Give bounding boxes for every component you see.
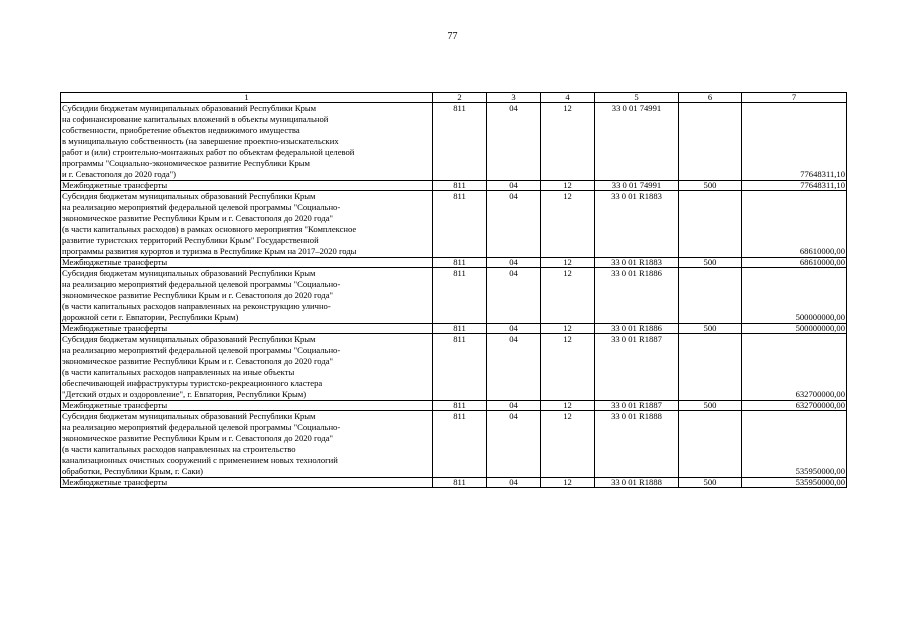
row-subsection-code: 12	[541, 181, 595, 191]
row-target-article: 33 0 01 R1887	[595, 334, 679, 401]
row-subsection-code: 12	[541, 411, 595, 478]
table-row	[61, 478, 847, 488]
table-row	[61, 334, 847, 401]
table-row	[61, 191, 847, 258]
row-target-article: 33 0 01 R1886	[595, 268, 679, 324]
row-name: Субсидия бюджетам муниципальных образований Республики Крым на реализацию мероприятий федеральной целевой программы "Социально- экономическое развитие Республики Крым и г. Севастополя до 2020 года" (в части капитальных расходов направленных на строительство канализационных очистных сооружений с применением новых технологий обработки, Республики Крым, г. Саки)	[61, 411, 433, 478]
row-ministry-code: 811	[433, 478, 487, 488]
row-ministry-code: 811	[433, 191, 487, 258]
row-section-code: 04	[487, 268, 541, 324]
row-target-article: 33 0 01 R1886	[595, 324, 679, 334]
row-amount: 500000000,00	[742, 268, 847, 324]
page-number: 77	[447, 31, 458, 42]
row-ministry-code: 811	[433, 411, 487, 478]
row-subsection-code: 12	[541, 324, 595, 334]
row-name: Субсидия бюджетам муниципальных образований Республики Крым на реализацию мероприятий федеральной целевой программы "Социально- экономическое развитие Республики Крым и г. Севастополя до 2020 года" (в части капитальных расходов направленных на реконструкцию улично- дорожной сети г. Евпатории, Республики Крым)	[61, 268, 433, 324]
row-amount: 77648311,10	[742, 181, 847, 191]
column-header-7: 7	[742, 93, 847, 103]
table-row	[61, 181, 847, 191]
row-section-code: 04	[487, 334, 541, 401]
row-expense-type	[679, 191, 742, 258]
row-amount: 535950000,00	[742, 411, 847, 478]
budget-table	[60, 92, 847, 488]
column-header-6: 6	[679, 93, 742, 103]
table-row	[61, 268, 847, 324]
row-expense-type	[679, 103, 742, 181]
table-row	[61, 103, 847, 181]
row-amount: 632700000,00	[742, 401, 847, 411]
row-expense-type	[679, 411, 742, 478]
row-ministry-code: 811	[433, 401, 487, 411]
row-subsection-code: 12	[541, 334, 595, 401]
row-subsection-code: 12	[541, 258, 595, 268]
row-section-code: 04	[487, 401, 541, 411]
row-name: Межбюджетные трансферты	[61, 324, 433, 334]
row-amount: 500000000,00	[742, 324, 847, 334]
row-target-article: 33 0 01 R1883	[595, 191, 679, 258]
row-name: Субсидия бюджетам муниципальных образований Республики Крым на реализацию мероприятий федеральной целевой программы "Социально- экономическое развитие Республики Крым и г. Севастополя до 2020 года" (в части капитальных расходов направленных на иные объекты обеспечивающей инфраструктуры туристско-рекреационного кластера "Детский отдых и оздоровление", г. Евпатория, Республики Крым)	[61, 334, 433, 401]
row-section-code: 04	[487, 324, 541, 334]
row-section-code: 04	[487, 258, 541, 268]
row-expense-type: 500	[679, 401, 742, 411]
table-row	[61, 401, 847, 411]
row-section-code: 04	[487, 478, 541, 488]
row-ministry-code: 811	[433, 268, 487, 324]
row-subsection-code: 12	[541, 401, 595, 411]
row-subsection-code: 12	[541, 103, 595, 181]
table-header-row	[61, 93, 847, 103]
row-section-code: 04	[487, 411, 541, 478]
row-expense-type: 500	[679, 324, 742, 334]
row-expense-type: 500	[679, 181, 742, 191]
row-ministry-code: 811	[433, 324, 487, 334]
table-row	[61, 411, 847, 478]
table-row	[61, 324, 847, 334]
row-section-code: 04	[487, 191, 541, 258]
table-row	[61, 258, 847, 268]
row-ministry-code: 811	[433, 103, 487, 181]
row-amount: 632700000,00	[742, 334, 847, 401]
row-target-article: 33 0 01 R1888	[595, 411, 679, 478]
row-ministry-code: 811	[433, 334, 487, 401]
row-target-article: 33 0 01 74991	[595, 103, 679, 181]
row-name: Межбюджетные трансферты	[61, 478, 433, 488]
row-expense-type	[679, 334, 742, 401]
row-target-article: 33 0 01 R1883	[595, 258, 679, 268]
row-target-article: 33 0 01 74991	[595, 181, 679, 191]
column-header-5: 5	[595, 93, 679, 103]
row-expense-type	[679, 268, 742, 324]
row-subsection-code: 12	[541, 191, 595, 258]
row-section-code: 04	[487, 181, 541, 191]
row-expense-type: 500	[679, 478, 742, 488]
column-header-4: 4	[541, 93, 595, 103]
row-name: Межбюджетные трансферты	[61, 401, 433, 411]
row-subsection-code: 12	[541, 478, 595, 488]
row-target-article: 33 0 01 R1887	[595, 401, 679, 411]
row-target-article: 33 0 01 R1888	[595, 478, 679, 488]
row-amount: 68610000,00	[742, 258, 847, 268]
row-ministry-code: 811	[433, 181, 487, 191]
row-name: Межбюджетные трансферты	[61, 258, 433, 268]
row-name: Субсидии бюджетам муниципальных образований Республики Крым на софинансирование капитальных вложений в объекты муниципальной собственности, приобретение объектов недвижимого имущества в муниципальную собственность (на завершение проектно-изыскательских работ и (или) строительно-монтажных работ по объектам федеральной целевой программы "Социально-экономическое развитие Республики Крым и г. Севастополя до 2020 года")	[61, 103, 433, 181]
column-header-1: 1	[61, 93, 433, 103]
row-name: Межбюджетные трансферты	[61, 181, 433, 191]
row-amount: 535950000,00	[742, 478, 847, 488]
row-ministry-code: 811	[433, 258, 487, 268]
row-amount: 77648311,10	[742, 103, 847, 181]
row-subsection-code: 12	[541, 268, 595, 324]
row-name: Субсидия бюджетам муниципальных образований Республики Крым на реализацию мероприятий федеральной целевой программы "Социально- экономическое развитие Республики Крым и г. Севастополя до 2020 года" (в части капитальных расходов) в рамках основного мероприятия "Комплексное развитие туристских территорий Республики Крым" Государственной программы развития курортов и туризма в Республике Крым на 2017–2020 годы	[61, 191, 433, 258]
row-section-code: 04	[487, 103, 541, 181]
row-amount: 68610000,00	[742, 191, 847, 258]
column-header-3: 3	[487, 93, 541, 103]
row-expense-type: 500	[679, 258, 742, 268]
column-header-2: 2	[433, 93, 487, 103]
